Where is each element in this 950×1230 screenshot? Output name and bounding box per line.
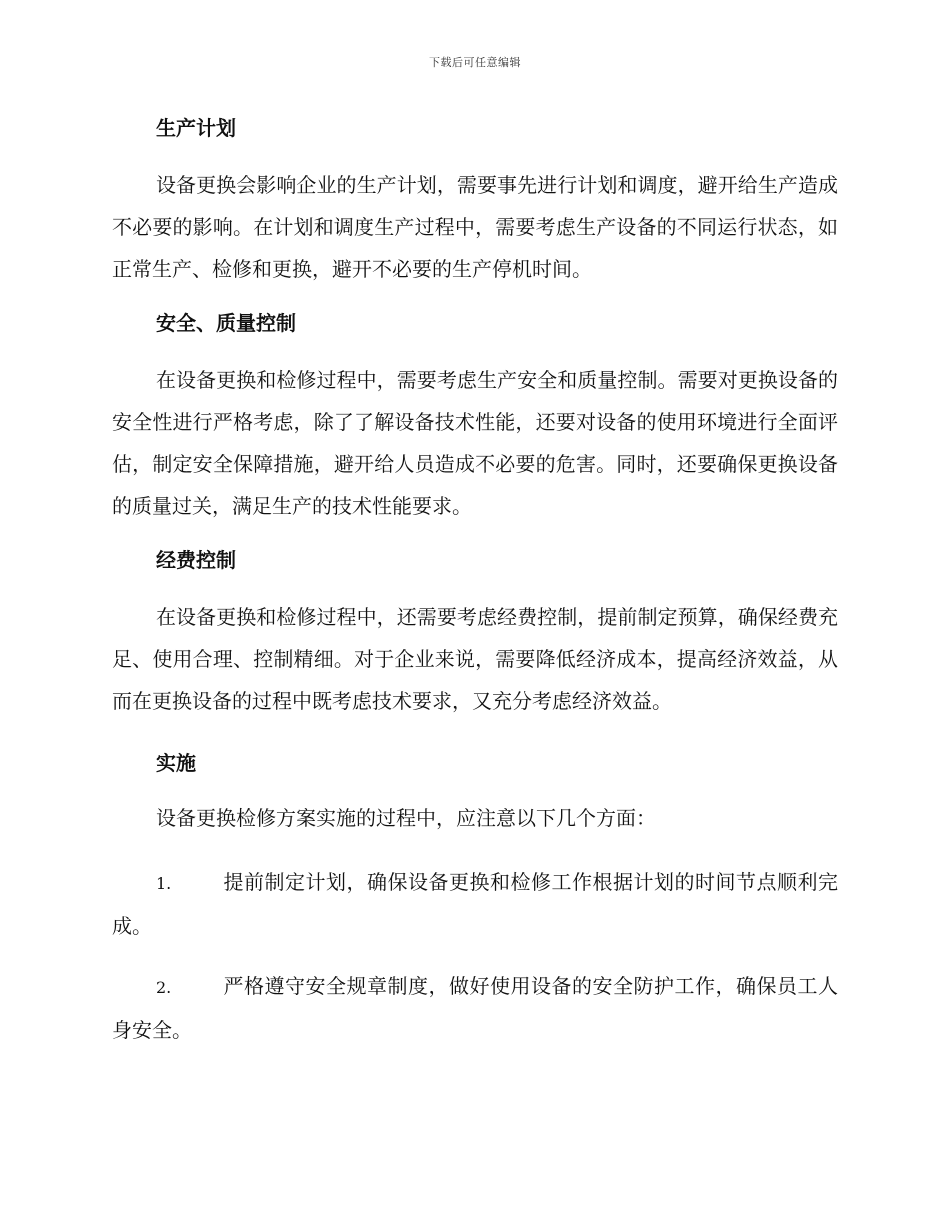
section-paragraph-cost-control: 在设备更换和检修过程中，还需要考虑经费控制，提前制定预算，确保经费充足、使用合理、控制精细。对于企业来说，需要降低经济成本，提高经济效益，从而在更换设备的过程中既考虑技术要求，又充分考虑经济效益。 bbox=[112, 605, 838, 713]
section-heading-implementation: 实施 bbox=[156, 751, 196, 775]
section-heading-safety-quality: 安全、质量控制 bbox=[156, 311, 296, 335]
list-item-text: 严格遵守安全规章制度，做好使用设备的安全防护工作，确保员工人身安全。 bbox=[112, 974, 838, 1042]
list-item bbox=[112, 965, 838, 1051]
section-paragraph-safety-quality: 在设备更换和检修过程中，需要考虑生产安全和质量控制。需要对更换设备的安全性进行严格考虑，除了了解设备技术性能，还要对设备的使用环境进行全面评估，制定安全保障措施，避开给人员造成不必要的危害。同时，还要确保更换设备的质量过关，满足生产的技术性能要求。 bbox=[112, 368, 838, 518]
list-item-number: 1. bbox=[156, 874, 172, 893]
section-heading-production-plan: 生产计划 bbox=[156, 116, 236, 140]
section-paragraph-implementation-intro: 设备更换检修方案实施的过程中，应注意以下几个方面： bbox=[156, 806, 656, 830]
document-body bbox=[112, 110, 838, 1051]
list-item-text: 提前制定计划，确保设备更换和检修工作根据计划的时间节点顺利完成。 bbox=[112, 870, 838, 938]
page-header: 下载后可任意编辑 bbox=[429, 56, 521, 69]
list-item-number: 2. bbox=[156, 978, 172, 997]
section-paragraph-production-plan: 设备更换会影响企业的生产计划，需要事先进行计划和调度，避开给生产造成不必要的影响。在计划和调度生产过程中，需要考虑生产设备的不同运行状态，如正常生产、检修和更换，避开不必要的生产停机时间。 bbox=[112, 173, 838, 281]
section-heading-cost-control: 经费控制 bbox=[156, 548, 236, 572]
list-item bbox=[112, 861, 838, 947]
